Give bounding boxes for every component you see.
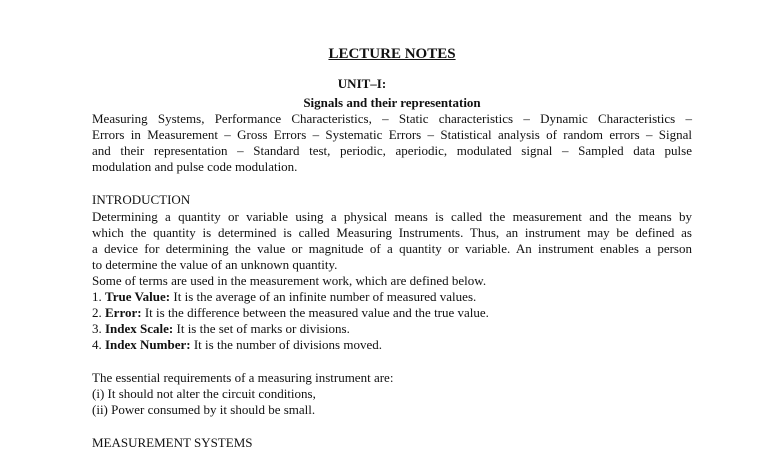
term-name: Index Scale: [105,321,174,336]
term-definition: It is the number of divisions moved. [190,337,382,352]
term-definition: It is the average of an infinite number of measured values. [170,289,477,304]
syllabus-line: Measuring Systems, Performance Characteristics, – Static characteristics – Dynamic Characteristics – [92,111,692,126]
requirement-item: (ii) Power consumed by it should be small. [92,402,316,417]
term-item [92,321,350,337]
term-name: True Value: [105,289,171,304]
requirements-intro: The essential requirements of a measuring instrument are: [92,370,394,385]
intro-line: which the quantity is determined is called Measuring Instruments. Thus, an instrument may be defined as [92,225,692,240]
term-item [92,305,489,321]
unit-label: UNIT–I: [337,76,387,91]
section-heading-measurement-systems: MEASUREMENT SYSTEMS [92,435,253,450]
intro-line: Determining a quantity or variable using a physical means is called the measurement and the means by [92,209,692,224]
unit-title: Signals and their representation [303,95,481,110]
syllabus-line: and their representation – Standard test, periodic, aperiodic, modulated signal – Sampled data pulse [92,143,692,158]
term-item [92,289,476,305]
intro-line: a device for determining the value or magnitude of a quantity or variable. An instrument enables a person [92,241,692,256]
requirement-item: (i) It should not alter the circuit conditions, [92,386,316,401]
term-number: 1. [92,289,102,304]
terms-intro: Some of terms are used in the measurement work, which are defined below. [92,273,487,288]
syllabus-line: modulation and pulse code modulation. [92,159,298,174]
intro-line: to determine the value of an unknown quantity. [92,257,338,272]
document-title: LECTURE NOTES [328,46,456,62]
term-name: Error: [105,305,142,320]
section-heading-introduction: INTRODUCTION [92,192,191,207]
term-item [92,337,382,353]
term-definition: It is the set of marks or divisions. [173,321,350,336]
syllabus-line: Errors in Measurement – Gross Errors – Systematic Errors – Statistical analysis of random errors – Signal [92,127,692,142]
term-number: 2. [92,305,102,320]
term-definition: It is the difference between the measured value and the true value. [141,305,489,320]
term-number: 3. [92,321,102,336]
term-name: Index Number: [105,337,191,352]
term-number: 4. [92,337,102,352]
